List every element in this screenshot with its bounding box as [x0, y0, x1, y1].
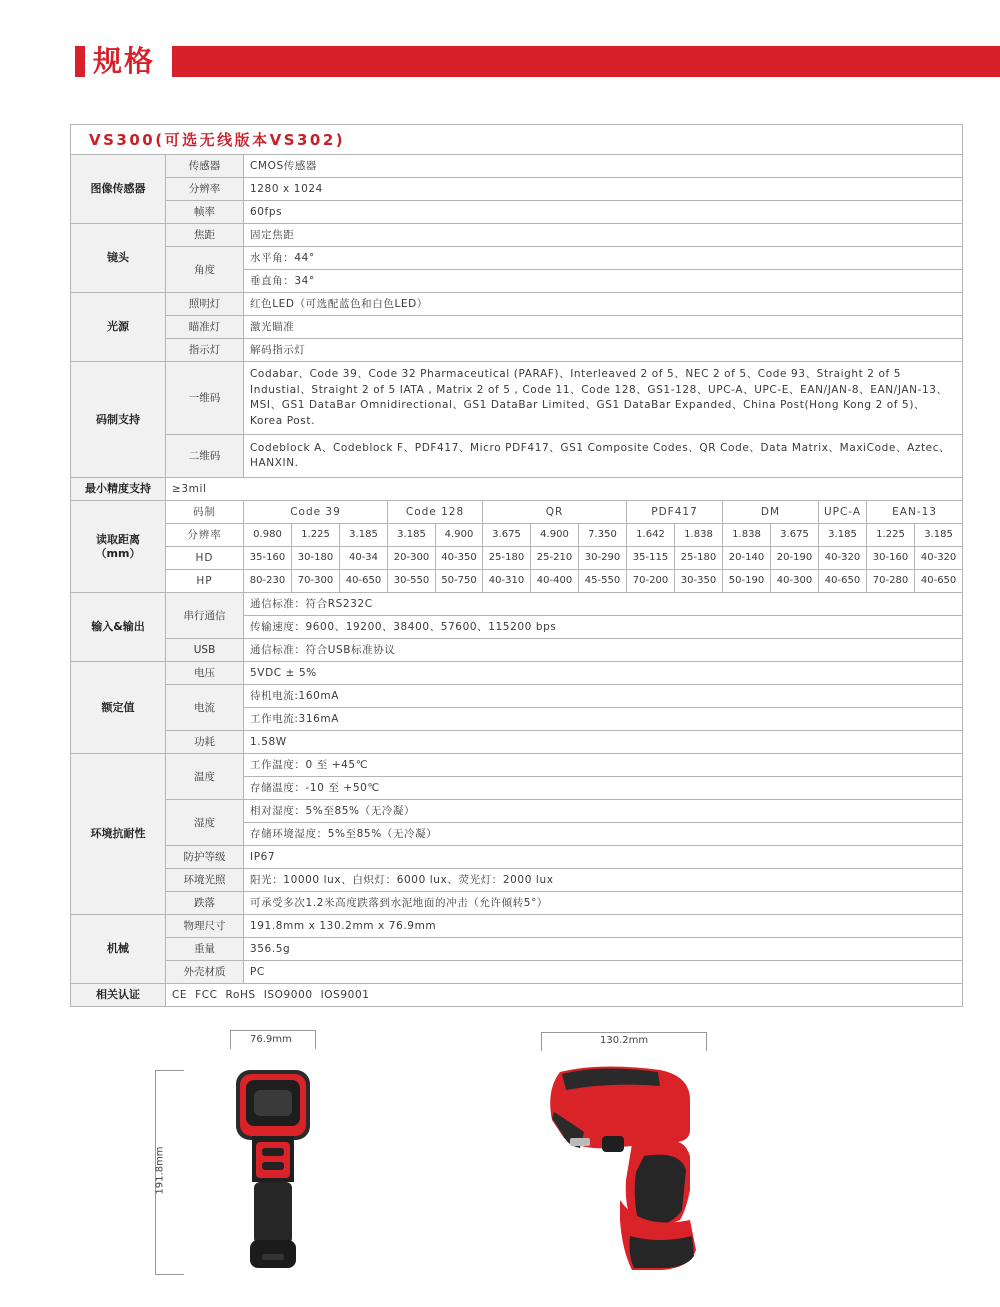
- row-value: CMOS传感器: [244, 155, 963, 178]
- row-value: 固定焦距: [244, 224, 963, 247]
- row-label: 外壳材质: [166, 961, 244, 984]
- row-value: 垂直角：34°: [244, 270, 963, 293]
- hd-cell: 40-34: [340, 547, 388, 570]
- hp-cell: 70-280: [867, 570, 915, 593]
- group-mechanical: 机械: [71, 915, 166, 984]
- row-label: 帧率: [166, 201, 244, 224]
- scanner-side-image: [540, 1060, 720, 1280]
- row-value: ≥3mil: [166, 478, 963, 501]
- hd-cell: 20-140: [723, 547, 771, 570]
- row-label: 二维码: [166, 435, 244, 478]
- group-symbology: 码制支持: [71, 362, 166, 478]
- row-value: 通信标准：符合USB标准协议: [244, 639, 963, 662]
- front-height-label: 191.8mm: [154, 1146, 166, 1195]
- row-value-1d-codes: Codabar、Code 39、Code 32 Pharmaceutical (PARAF)、Interleaved 2 of 5、NEC 2 of 5、Code 93、Straight 2 of 5 Industial、Straight 2 of 5 IATA , Matrix 2 of 5 , Code 11、Code 128、GS1-128、UPC-A、UPC-E、EAN/JAN-8、EAN/JAN-13、MSI、GS1 DataBar Omnidirectional、GS1 DataBar Limited、GS1 DataBar Expanded、China Post(Hong Kong 2 of 5)、Korea Post.: [244, 362, 963, 435]
- read-distance-unit: （mm）: [95, 546, 141, 560]
- row-value: 解码指示灯: [244, 339, 963, 362]
- row-value: 60fps: [244, 201, 963, 224]
- code-header: PDF417: [627, 501, 723, 524]
- hd-cell: 40-320: [819, 547, 867, 570]
- row-value: 1280 x 1024: [244, 178, 963, 201]
- row-label: 电流: [166, 685, 244, 731]
- res-cell: 0.980: [244, 524, 292, 547]
- row-label: HD: [166, 547, 244, 570]
- row-label: 物理尺寸: [166, 915, 244, 938]
- row-label: 一维码: [166, 362, 244, 435]
- row-label: 湿度: [166, 800, 244, 846]
- row-value: 阳光：10000 lux、白炽灯：6000 lux、荧光灯：2000 lux: [244, 869, 963, 892]
- group-read-distance: [71, 501, 166, 593]
- row-label: 重量: [166, 938, 244, 961]
- row-value: 激光瞄准: [244, 316, 963, 339]
- res-cell: 3.185: [819, 524, 867, 547]
- row-value: 传输速度：9600、19200、38400、57600、115200 bps: [244, 616, 963, 639]
- code-header: QR: [483, 501, 627, 524]
- res-cell: 3.185: [915, 524, 963, 547]
- row-label: 码制: [166, 501, 244, 524]
- group-rating: 额定值: [71, 662, 166, 754]
- row-label: 瞄准灯: [166, 316, 244, 339]
- res-cell: 7.350: [579, 524, 627, 547]
- spec-table: [70, 124, 963, 1007]
- hp-cell: 50-190: [723, 570, 771, 593]
- res-cell: 1.225: [867, 524, 915, 547]
- group-certification: 相关认证: [71, 984, 166, 1007]
- hd-cell: 30-290: [579, 547, 627, 570]
- row-value: 工作温度：0 至 +45℃: [244, 754, 963, 777]
- row-label: USB: [166, 639, 244, 662]
- row-value: 待机电流:160mA: [244, 685, 963, 708]
- read-distance-label: 读取距离: [96, 532, 140, 546]
- row-value: 红色LED（可选配蓝色和白色LED）: [244, 293, 963, 316]
- page-title: 规格: [93, 44, 156, 78]
- row-value: CE FCC RoHS ISO9000 IOS9001: [166, 984, 963, 1007]
- row-label: 串行通信: [166, 593, 244, 639]
- row-value: 相对湿度：5%至85%（无冷凝）: [244, 800, 963, 823]
- row-value: 存储温度：-10 至 +50℃: [244, 777, 963, 800]
- group-io: 输入&输出: [71, 593, 166, 662]
- front-width-label: 76.9mm: [250, 1034, 292, 1045]
- res-cell: 3.675: [483, 524, 531, 547]
- row-label: 跌落: [166, 892, 244, 915]
- res-cell: 1.838: [675, 524, 723, 547]
- hd-cell: 40-320: [915, 547, 963, 570]
- row-value: 191.8mm x 130.2mm x 76.9mm: [244, 915, 963, 938]
- table-caption: VS300(可选无线版本VS302): [71, 125, 963, 155]
- side-depth-label: 130.2mm: [600, 1035, 649, 1046]
- res-cell: 3.185: [388, 524, 436, 547]
- hp-cell: 50-750: [436, 570, 483, 593]
- row-label: 环境光照: [166, 869, 244, 892]
- hp-cell: 45-550: [579, 570, 627, 593]
- row-value: 存储环境湿度：5%至85%（无冷凝）: [244, 823, 963, 846]
- hp-cell: 40-310: [483, 570, 531, 593]
- row-label: 电压: [166, 662, 244, 685]
- row-value-2d-codes: Codeblock A、Codeblock F、PDF417、Micro PDF417、GS1 Composite Codes、QR Code、Data Matrix、MaxiCode、Aztec、HANXIN.: [244, 435, 963, 478]
- hp-cell: 80-230: [244, 570, 292, 593]
- hp-cell: 40-650: [819, 570, 867, 593]
- row-label: HP: [166, 570, 244, 593]
- header-accent-bar: [75, 46, 85, 77]
- group-min-precision: 最小精度支持: [71, 478, 166, 501]
- hd-cell: 20-190: [771, 547, 819, 570]
- hp-cell: 70-300: [292, 570, 340, 593]
- res-cell: 4.900: [436, 524, 483, 547]
- hd-cell: 25-180: [675, 547, 723, 570]
- scanner-front-image: [228, 1068, 318, 1278]
- row-label: 焦距: [166, 224, 244, 247]
- row-label: 照明灯: [166, 293, 244, 316]
- code-header: Code 128: [388, 501, 483, 524]
- group-environment: 环境抗耐性: [71, 754, 166, 915]
- group-lens: 镜头: [71, 224, 166, 293]
- hd-cell: 30-160: [867, 547, 915, 570]
- hp-cell: 40-400: [531, 570, 579, 593]
- row-value: 通信标准：符合RS232C: [244, 593, 963, 616]
- row-value: 356.5g: [244, 938, 963, 961]
- hd-cell: 35-160: [244, 547, 292, 570]
- res-cell: 1.838: [723, 524, 771, 547]
- res-cell: 1.642: [627, 524, 675, 547]
- hp-cell: 40-300: [771, 570, 819, 593]
- row-label: 分辨率: [166, 524, 244, 547]
- row-value: 可承受多次1.2米高度跌落到水泥地面的冲击（允许倾转5°）: [244, 892, 963, 915]
- header-rule-bar: [172, 46, 1000, 77]
- hp-cell: 40-650: [915, 570, 963, 593]
- group-image-sensor: 图像传感器: [71, 155, 166, 224]
- row-value: PC: [244, 961, 963, 984]
- row-value: IP67: [244, 846, 963, 869]
- row-label: 温度: [166, 754, 244, 800]
- hd-cell: 35-115: [627, 547, 675, 570]
- row-value: 水平角：44°: [244, 247, 963, 270]
- row-label: 分辨率: [166, 178, 244, 201]
- row-label: 传感器: [166, 155, 244, 178]
- code-header: Code 39: [244, 501, 388, 524]
- hd-cell: 40-350: [436, 547, 483, 570]
- row-label: 功耗: [166, 731, 244, 754]
- res-cell: 3.185: [340, 524, 388, 547]
- hd-cell: 25-180: [483, 547, 531, 570]
- hp-cell: 30-550: [388, 570, 436, 593]
- hp-cell: 40-650: [340, 570, 388, 593]
- code-header: DM: [723, 501, 819, 524]
- group-light: 光源: [71, 293, 166, 362]
- res-cell: 4.900: [531, 524, 579, 547]
- row-value: 5VDC ± 5%: [244, 662, 963, 685]
- code-header: UPC-A: [819, 501, 867, 524]
- hd-cell: 20-300: [388, 547, 436, 570]
- hd-cell: 30-180: [292, 547, 340, 570]
- row-label: 角度: [166, 247, 244, 293]
- hd-cell: 25-210: [531, 547, 579, 570]
- res-cell: 1.225: [292, 524, 340, 547]
- row-value: 1.58W: [244, 731, 963, 754]
- row-label: 防护等级: [166, 846, 244, 869]
- code-header: EAN-13: [867, 501, 963, 524]
- row-label: 指示灯: [166, 339, 244, 362]
- hp-cell: 70-200: [627, 570, 675, 593]
- row-value: 工作电流:316mA: [244, 708, 963, 731]
- res-cell: 3.675: [771, 524, 819, 547]
- hp-cell: 30-350: [675, 570, 723, 593]
